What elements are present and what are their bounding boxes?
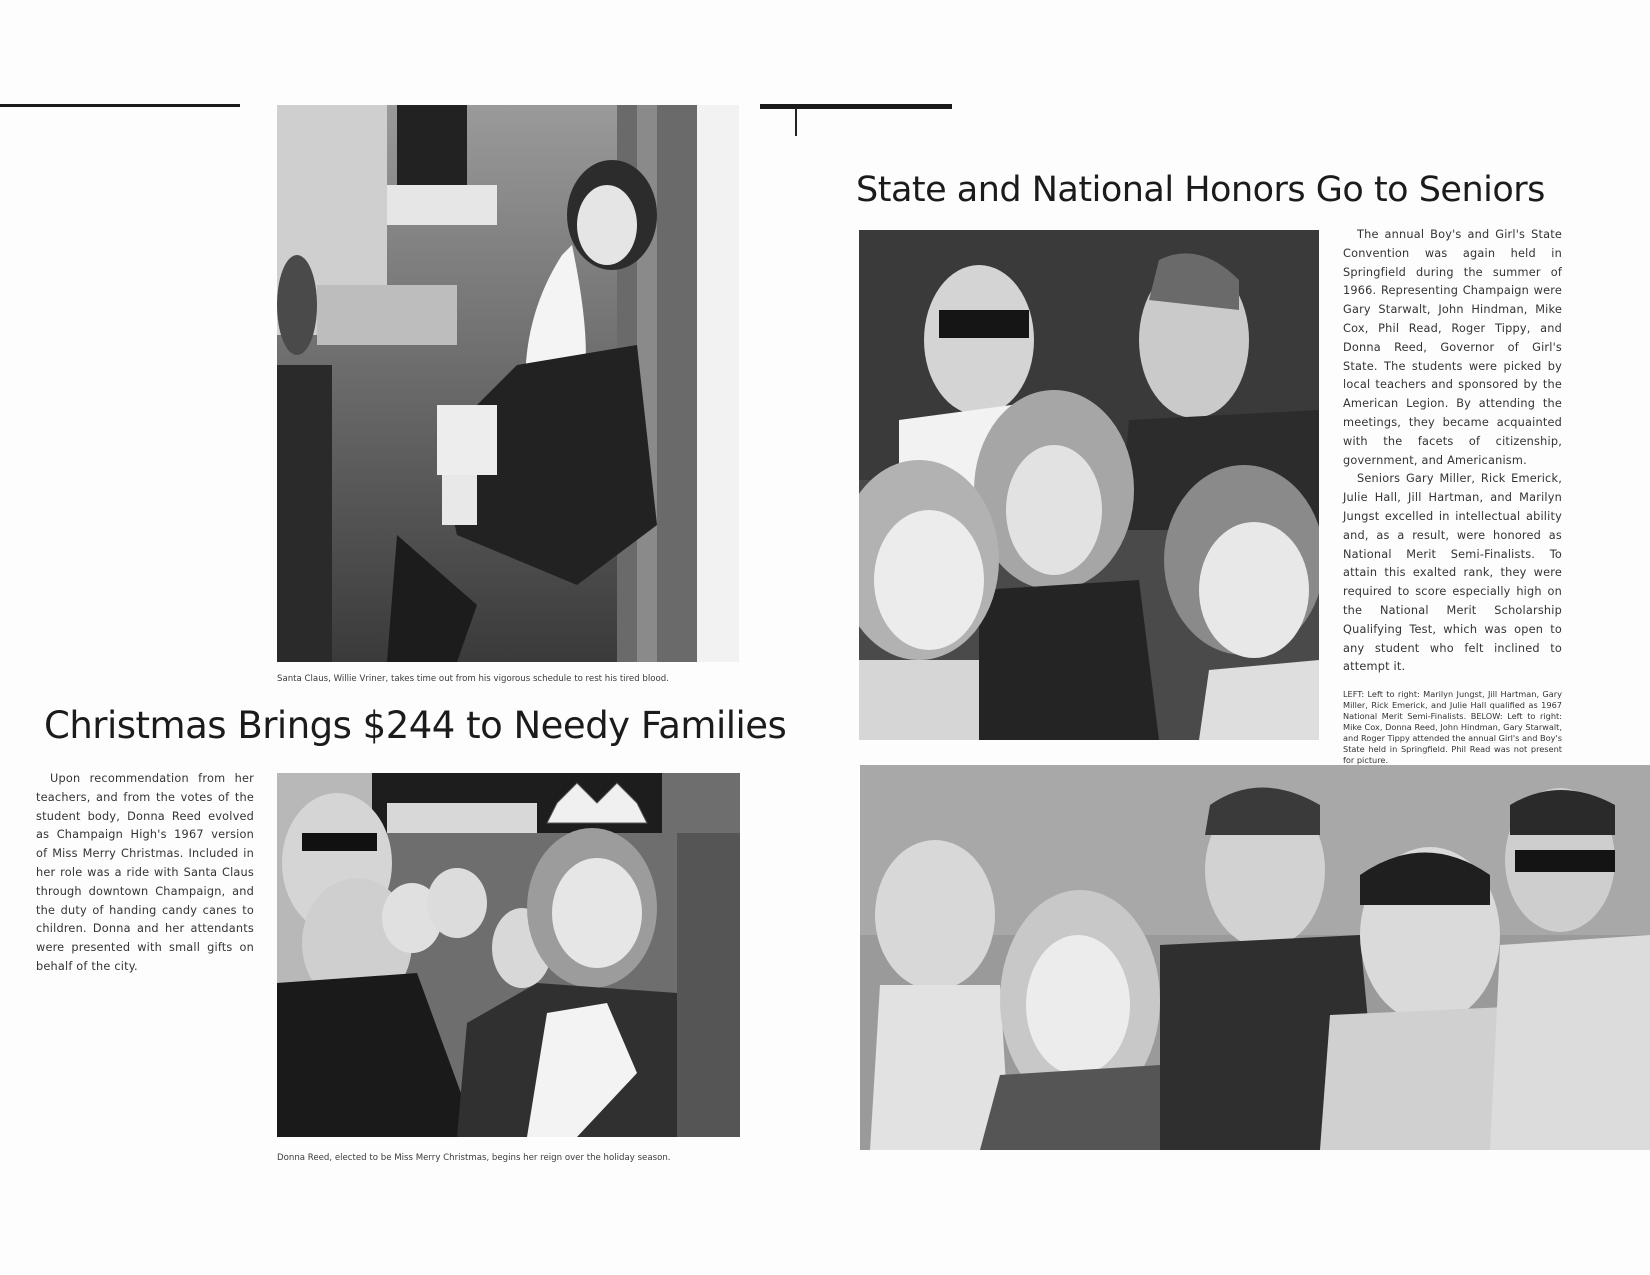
merit-semifinalists-photo: [859, 230, 1319, 740]
santa-photo-caption: Santa Claus, Willie Vriner, takes time out from his vigorous schedule to rest his tired blood.: [277, 674, 669, 684]
state-delegates-photo: [860, 765, 1650, 1150]
donna-reed-photo: [277, 773, 740, 1137]
honors-article-paragraph-2: Seniors Gary Miller, Rick Emerick, Julie Hall, Jill Hartman, and Marilyn Jungst excelled in intellectual ability and, as a result, were honored as National Merit Semi-Finalists. To attain this exalted rank, they were required to score especially high on the National Merit Scholarship Qualifying Test, which was open to any student who felt inclined to attempt it.: [1343, 472, 1562, 674]
honors-headline: State and National Honors Go to Seniors: [856, 170, 1545, 210]
honors-article-paragraph-1: The annual Boy's and Girl's State Convention was again held in Springfield during the summer of 1966. Representing Champaign were Gary Starwalt, John Hindman, Mike Cox, Phil Read, Roger Tippy, and Donna Reed, Governor of Girl's State. The students were picked by local teachers and sponsored by the American Legion. By attending the meetings, they became acquainted with the facets of citizenship, government, and Americanism.: [1343, 228, 1562, 467]
page-gutter: [795, 108, 797, 136]
christmas-headline: Christmas Brings $244 to Needy Families: [44, 704, 787, 747]
honors-text-column: [1343, 226, 1562, 766]
honors-photo-caption: LEFT: Left to right: Marilyn Jungst, Jill Hartman, Gary Miller, Rick Emerick, and Julie Hall qualified as 1967 National Merit Semi-Finalists. BELOW: Left to right: Mike Cox, Donna Reed, John Hindman, Gary Starwalt, and Roger Tippy attended the annual Girl's and Boy's State held in Springfield. Phil Read was not present for picture.: [1343, 689, 1562, 766]
santa-photo: [277, 105, 739, 662]
page-top-rule-left: [0, 104, 240, 107]
page-top-rule-center: [760, 104, 952, 109]
christmas-article-paragraph: Upon recommendation from her teachers, and from the votes of the student body, Donna Reed evolved as Champaign High's 1967 version of Miss Merry Christmas. Included in her role was a ride with Santa Claus through downtown Champaign, and the duty of handing candy canes to children. Donna and her attendants were presented with small gifts on behalf of the city.: [36, 772, 254, 973]
christmas-article-body: [36, 770, 254, 977]
donna-reed-photo-caption: Donna Reed, elected to be Miss Merry Christmas, begins her reign over the holiday season.: [277, 1153, 671, 1163]
honors-article-body: [1343, 226, 1562, 677]
